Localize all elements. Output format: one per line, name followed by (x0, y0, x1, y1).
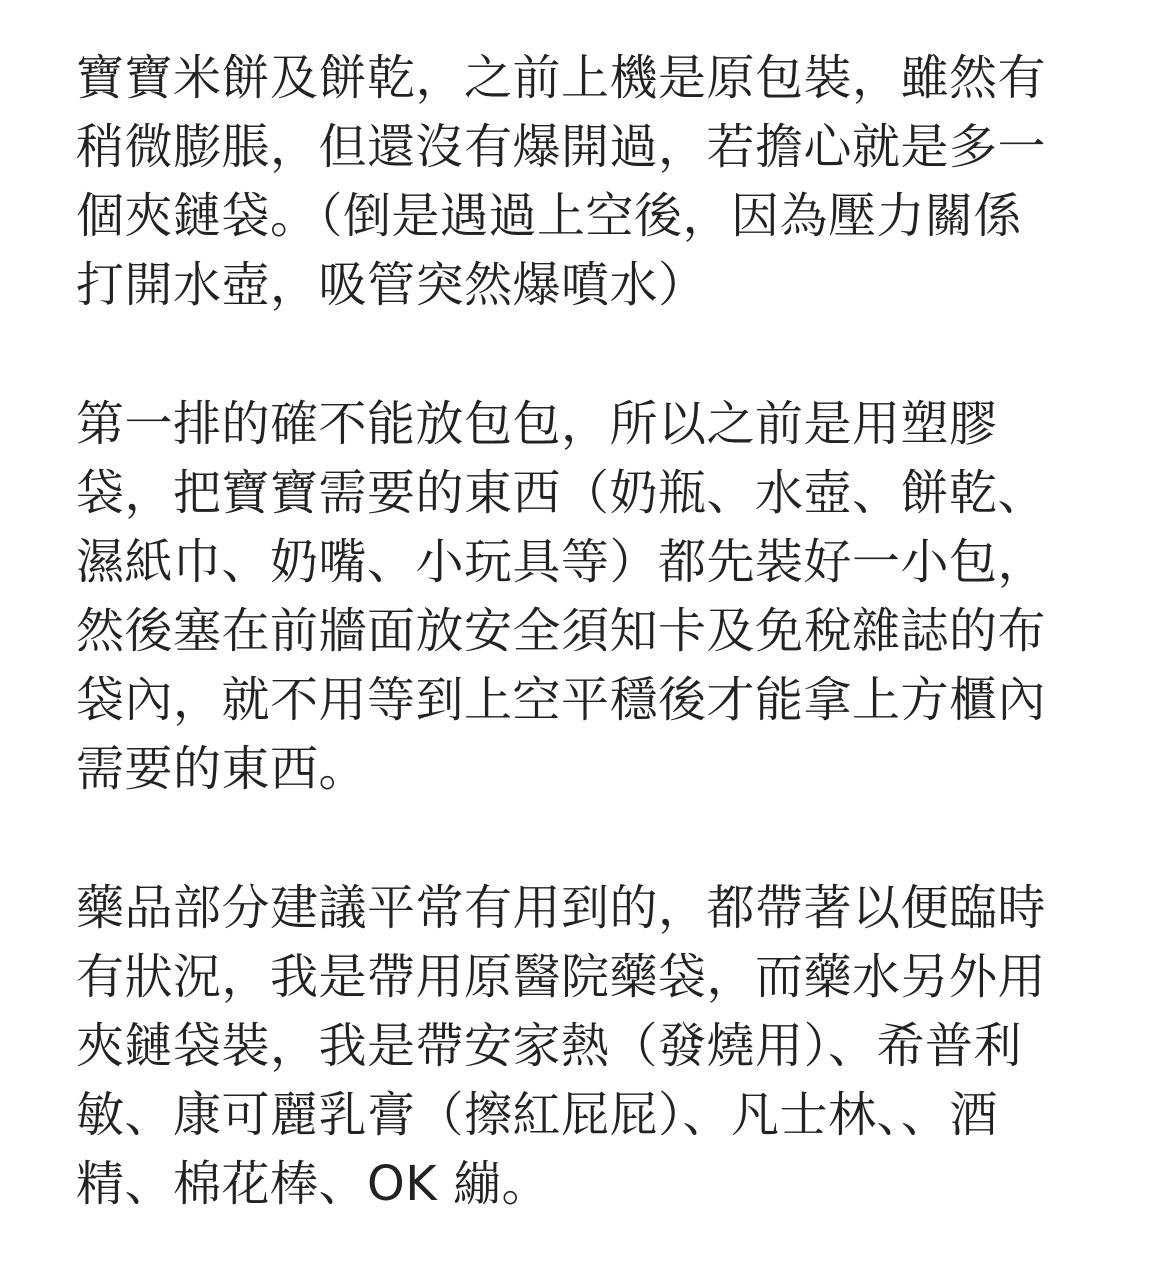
article-body (76, 44, 1076, 1219)
text-line: 藥品部分建議平常有用到的，都帶著以便臨時 (76, 880, 1047, 936)
text-line: 袋，把寶寶需要的東西（奶瓶、水壺、餅乾、 (76, 465, 1047, 521)
text-line: 袋內，就不用等到上空平穩後才能拿上方櫃內 (76, 672, 1047, 728)
text-line: 寶寶米餅及餅乾，之前上機是原包裝，雖然有 (76, 50, 1047, 106)
text-line: 精、棉花棒、OK 繃。 (76, 1156, 551, 1212)
paragraph-medicine (76, 874, 1076, 1219)
text-line: 打開水壺，吸管突然爆噴水） (76, 257, 707, 313)
text-line: 有狀況，我是帶用原醫院藥袋，而藥水另外用 (76, 949, 1047, 1005)
text-line: 個夾鏈袋。（倒是遇過上空後，因為壓力關係 (76, 188, 1023, 244)
text-line: 濕紙巾、奶嘴、小玩具等）都先裝好一小包， (76, 534, 1047, 590)
text-line: 稍微膨脹，但還沒有爆開過，若擔心就是多一 (76, 119, 1047, 175)
text-line: 敏、康可麗乳膏（擦紅屁屁）、凡士林、、酒 (76, 1087, 999, 1143)
text-line: 夾鏈袋裝，我是帶安家熱（發燒用）、希普利 (76, 1018, 1023, 1074)
text-line: 第一排的確不能放包包，所以之前是用塑膠 (76, 396, 998, 452)
text-line: 然後塞在前牆面放安全須知卡及免稅雜誌的布 (76, 603, 1047, 659)
paragraph-first-row (76, 390, 1076, 804)
paragraph-snacks (76, 44, 1076, 320)
text-line: 需要的東西。 (76, 741, 368, 797)
